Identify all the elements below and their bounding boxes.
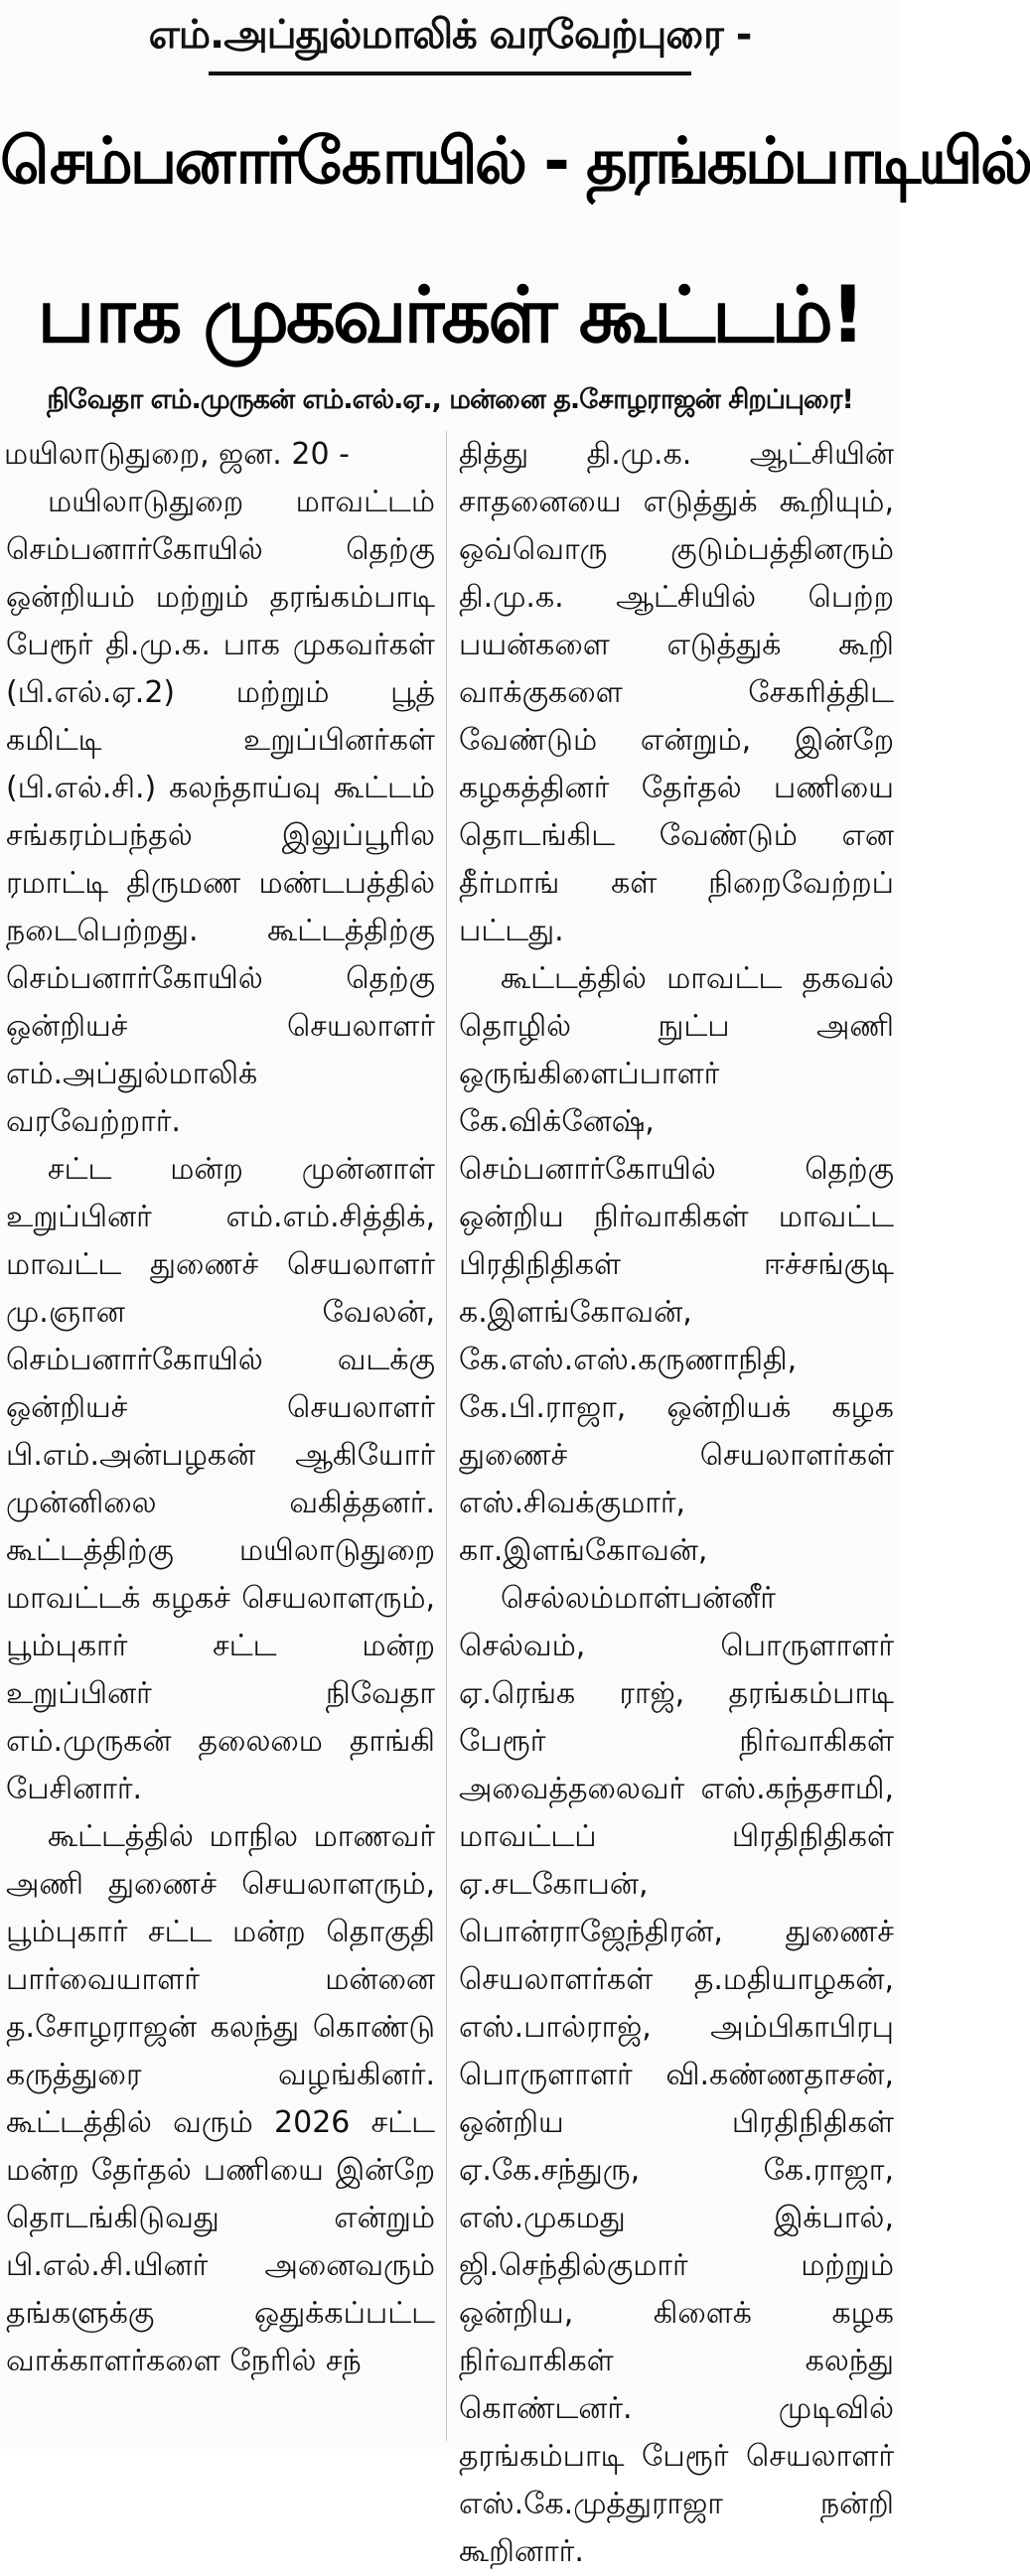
article-column-left [6,479,435,2441]
headline-line-2: பாக முகவர்கள் கூட்டம்! [37,271,863,360]
article-paragraph: சட்ட மன்ற முன்னாள் உறுப்பினர் எம்.எம்.சித்திக், மாவட்ட துணைச் செயலாளர் மு.ஞான வேலன், செம்பனார்கோயில் வடக்கு ஒன்றியச் செயலாளர் பி.எம்.அன்பழகன் ஆகியோர் முன்னிலை வகித்தனர். கூட்டத்திற்கு மயிலாடுதுறை மாவட்டக் கழகச் செயலாளரும், பூம்புகார் சட்ட மன்ற உறுப்பினர் நிவேதா எம்.முருகன் தலைமை தாங்கி பேசினார். [6,1152,435,1806]
article-paragraph: தித்து தி.மு.க. ஆட்சியின் சாதனையை எடுத்துக் கூறியும், ஒவ்வொரு குடும்பத்தினரும் தி.மு.க. ஆட்சியில் பெற்ற பயன்களை எடுத்துக் கூறி வாக்குகளை சேகரித்திட வேண்டும் என்றும், இன்றே கழகத்தினர் தேர்தல் பணியை தொடங்கிட வேண்டும் என தீர்மாங் கள் நிறைவேற்றப் பட்டது. [459,437,894,948]
article-paragraph: மயிலாடுதுறை மாவட்டம் செம்பனார்கோயில் தெற்கு ஒன்றியம் மற்றும் தரங்கம்பாடி பேரூர் தி.மு.க. பாக முகவர்கள் (பி.எல்.ஏ.2) மற்றும் பூத் கமிட்டி உறுப்பினர்கள் (பி.எல்.சி.) கலந்தாய்வு கூட்டம் சங்கரம்பந்தல் இலுப்பூரில ரமாட்டி திருமண மண்டபத்தில் நடைபெற்றது. கூட்டத்திற்கு செம்பனார்கோயில் தெற்கு ஒன்றியச் செயலாளர் எம்.அப்துல்மாலிக் வரவேற்றார். [6,485,435,1139]
kicker-line: எம்.அப்துல்மாலிக் வரவேற்புரை - [148,12,752,58]
article-paragraph: கூட்டத்தில் மாவட்ட தகவல் தொழில் நுட்ப அணி ஒருங்கிளைப்பாளர் கே.விக்னேஷ், செம்பனார்கோயில் தெற்கு ஒன்றிய நிர்வாகிகள் மாவட்ட பிரதிநிதிகள் ஈச்சங்குடி க.இளங்கோவன், கே.எஸ்.எஸ்.கருணாநிதி, கே.பி.ராஜா, ஒன்றியக் கழக துணைச் செயலாளர்கள் எஸ்.சிவக்குமார், கா.இளங்கோவன், [459,961,894,1568]
dateline: மயிலாடுதுறை, ஜன. 20 - [4,437,350,472]
article-paragraph: செல்லம்மாள்பன்னீர் செல்வம், பொருளாளர் ஏ.ரெங்க ராஜ், தரங்கம்பாடி பேரூர் நிர்வாகிகள் அவைத்தலைவர் எஸ்.கந்தசாமி, மாவட்டப் பிரதிநிதிகள் ஏ.சடகோபன், பொன்ராஜேந்திரன், துணைச் செயலாளர்கள் த.மதியாழகன், எஸ்.பால்ராஜ், அம்பிகாபிரபு பொருளாளர் வி.கண்ணதாசன், ஒன்றிய பிரதிநிதிகள் ஏ.கே.சந்துரு, கே.ராஜா, எஸ்.முகமது இக்பால், ஜி.செந்தில்குமார் மற்றும் ஒன்றிய, கிளைக் கழக நிர்வாகிகள் கலந்து கொண்டனர். முடிவில் தரங்கம்பாடி பேரூர் செயலாளர் எஸ்.கே.முத்துராஜா நன்றி கூறினார். [459,1581,894,2569]
subheadline: நிவேதா எம்.முருகன் எம்.எல்.ஏ., மன்னை த.சோழராஜன் சிறப்புரை! [47,384,853,415]
column-divider [446,431,447,2441]
article-column-right [459,431,894,2569]
article-paragraph: கூட்டத்தில் மாநில மாணவர் அணி துணைச் செயலாளரும், பூம்புகார் சட்ட மன்ற தொகுதி பார்வையாளர் மன்னை த.சோழராஜன் கலந்து கொண்டு கருத்துரை வழங்கினர். கூட்டத்தில் வரும் 2026 சட்ட மன்ற தேர்தல் பணியை இன்றே தொடங்கிடுவது என்றும் பி.எல்.சி.யினர் அனைவரும் தங்களுக்கு ஒதுக்கப்பட்ட வாக்காளர்களை நேரில் சந் [6,1819,435,2378]
headline-line-1: செம்பனார்கோயில் - தரங்கம்பாடியில் [0,125,1030,199]
kicker-underline [209,72,691,75]
